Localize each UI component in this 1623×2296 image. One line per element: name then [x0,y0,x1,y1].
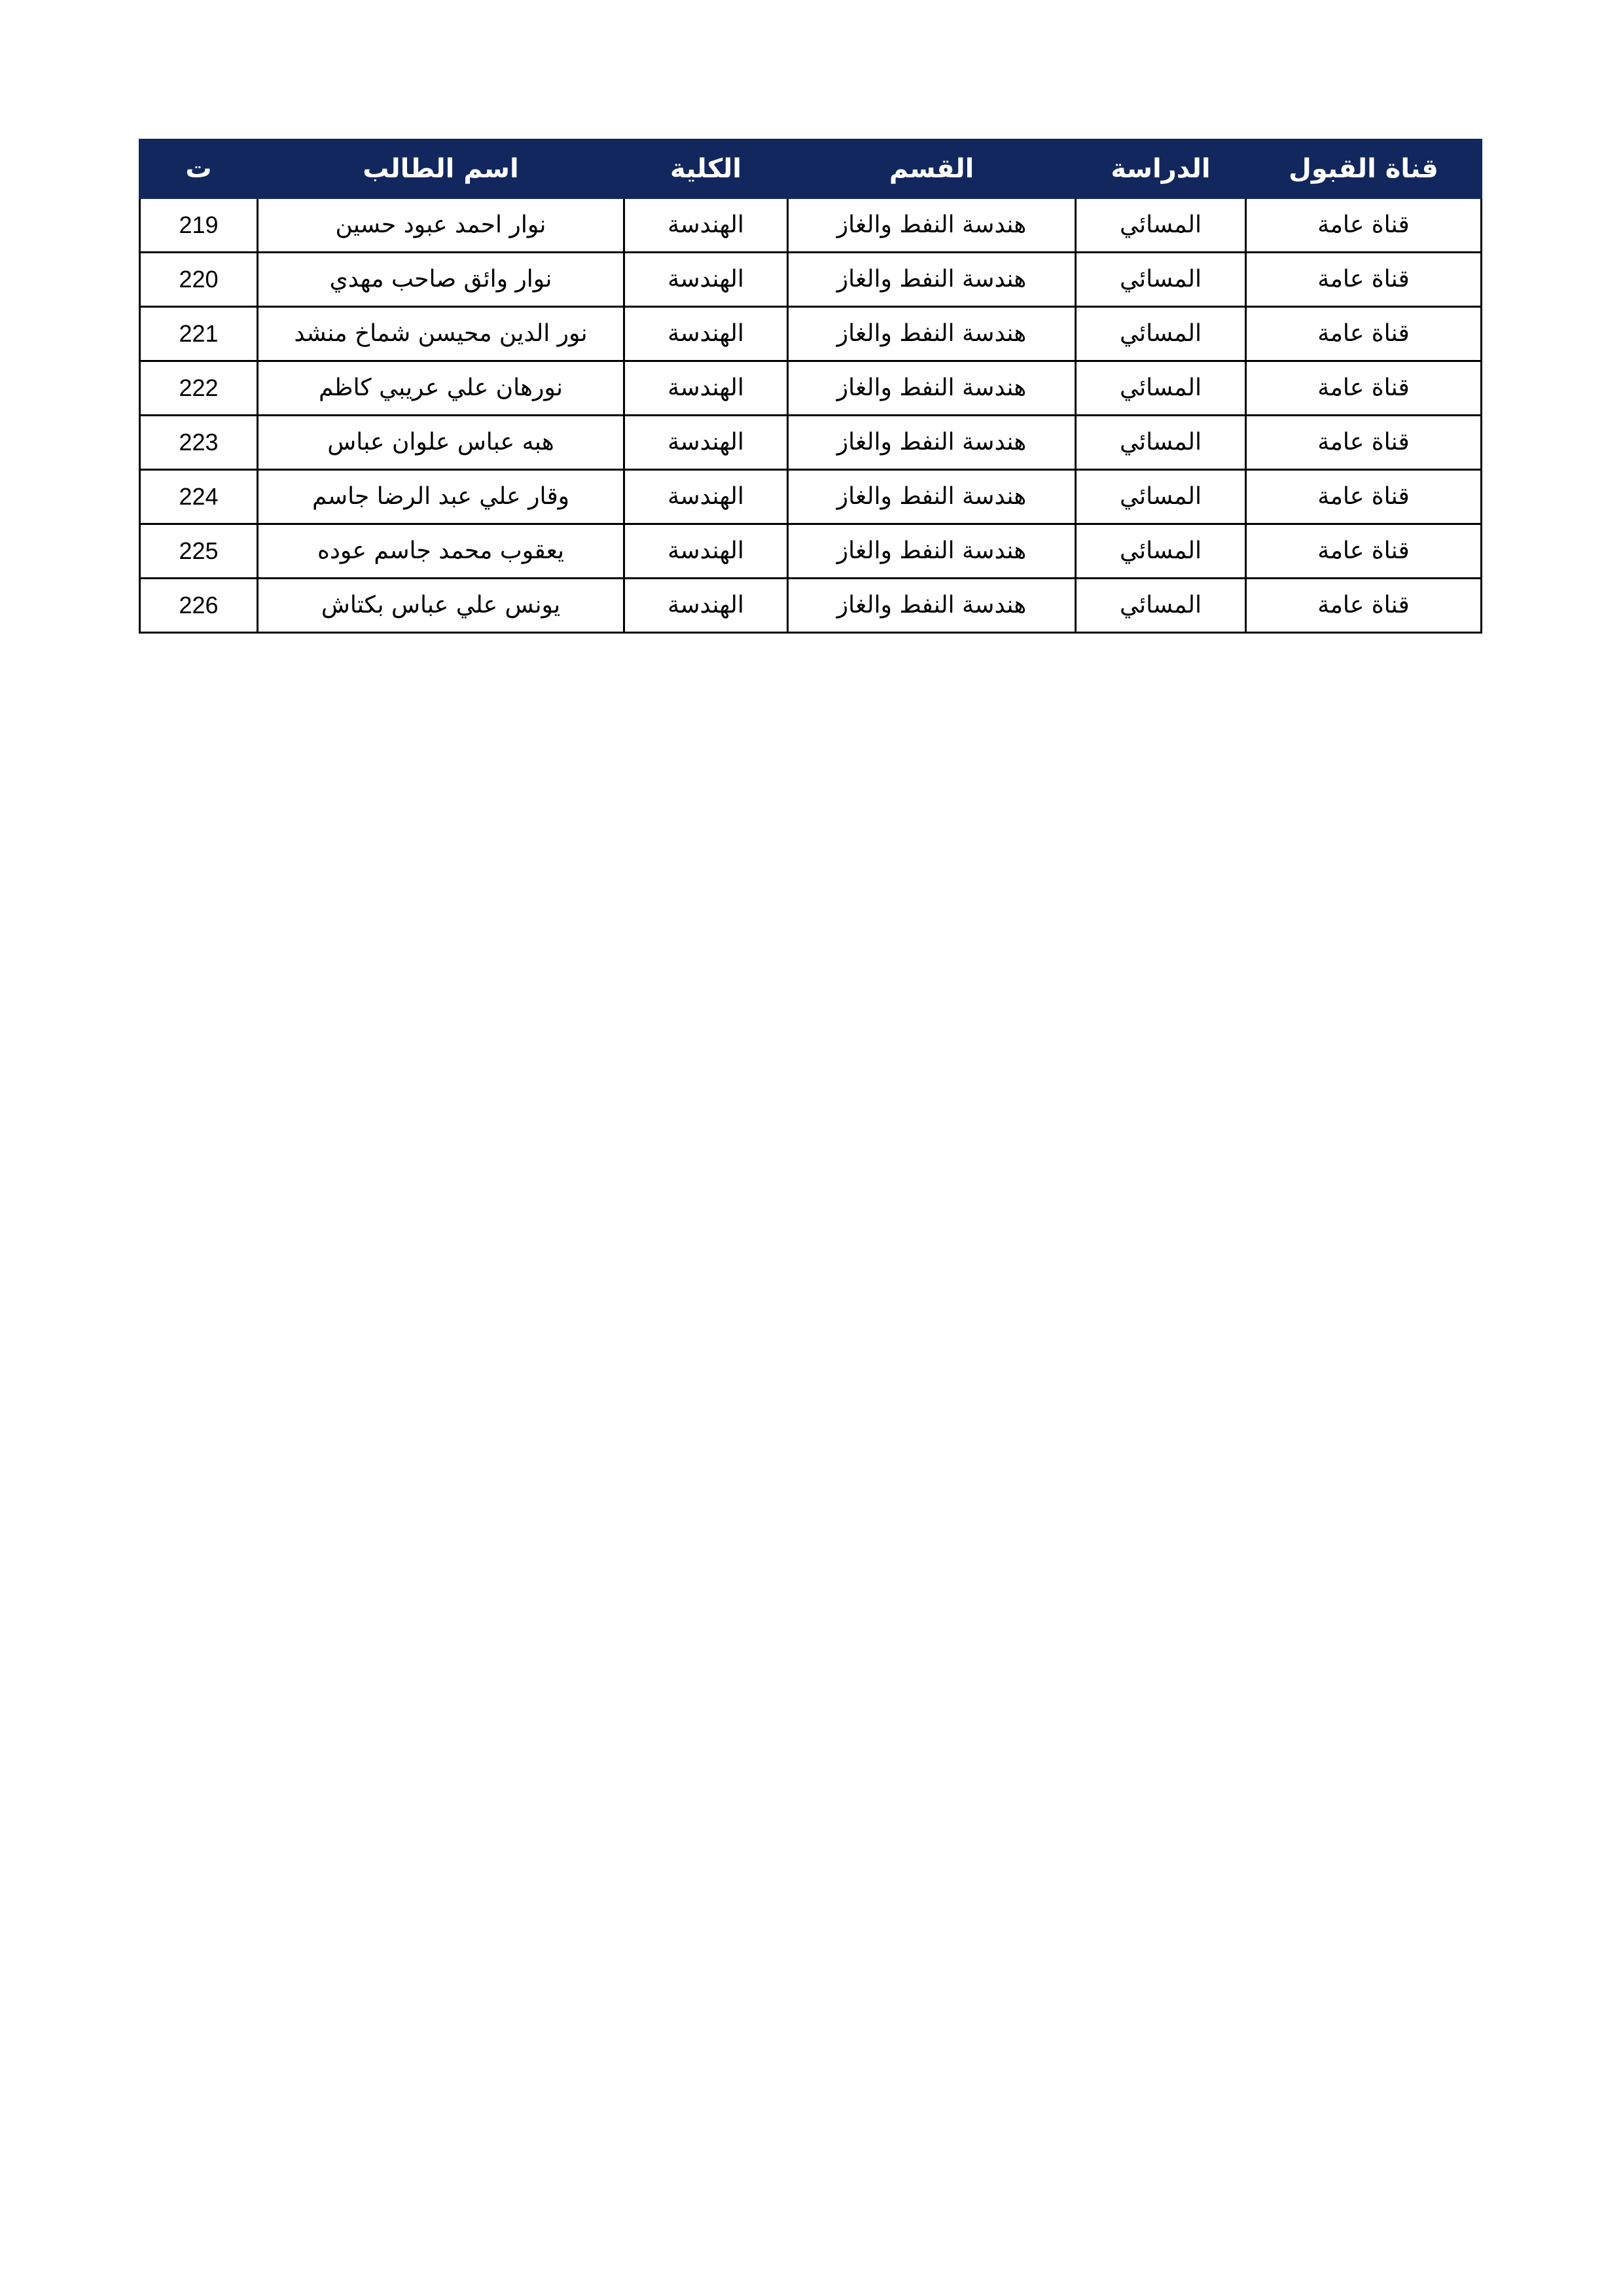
cell-index: 222 [140,361,258,416]
table-row [140,579,1482,633]
cell-index: 221 [140,307,258,361]
column-header-index: ت [140,140,258,198]
cell-study: المسائي [1076,361,1246,416]
column-header-student-name: اسم الطالب [258,140,624,198]
cell-department: هندسة النفط والغاز [788,416,1076,470]
cell-student-name: يونس علي عباس بكتاش [258,579,624,633]
cell-department: هندسة النفط والغاز [788,198,1076,253]
cell-department: هندسة النفط والغاز [788,361,1076,416]
table-body [140,198,1482,633]
cell-index: 225 [140,524,258,579]
cell-index: 224 [140,470,258,524]
table-header-row [140,140,1482,198]
cell-student-name: هبه عباس علوان عباس [258,416,624,470]
cell-study: المسائي [1076,198,1246,253]
cell-college: الهندسة [624,524,788,579]
cell-student-name: نورهان علي عريبي كاظم [258,361,624,416]
cell-study: المسائي [1076,470,1246,524]
cell-channel: قناة عامة [1246,361,1482,416]
cell-index: 226 [140,579,258,633]
cell-study: المسائي [1076,253,1246,307]
cell-channel: قناة عامة [1246,524,1482,579]
table-row [140,253,1482,307]
cell-study: المسائي [1076,524,1246,579]
cell-study: المسائي [1076,579,1246,633]
cell-channel: قناة عامة [1246,470,1482,524]
cell-department: هندسة النفط والغاز [788,579,1076,633]
table-header [140,140,1482,198]
cell-college: الهندسة [624,416,788,470]
cell-index: 219 [140,198,258,253]
cell-department: هندسة النفط والغاز [788,524,1076,579]
cell-college: الهندسة [624,579,788,633]
students-table [139,139,1482,634]
cell-college: الهندسة [624,307,788,361]
table-row [140,198,1482,253]
column-header-college: الكلية [624,140,788,198]
table-row [140,307,1482,361]
table-row [140,416,1482,470]
table-row [140,524,1482,579]
table-row [140,361,1482,416]
cell-department: هندسة النفط والغاز [788,470,1076,524]
column-header-study: الدراسة [1076,140,1246,198]
cell-student-name: نوار وائق صاحب مهدي [258,253,624,307]
cell-channel: قناة عامة [1246,198,1482,253]
cell-college: الهندسة [624,361,788,416]
cell-channel: قناة عامة [1246,416,1482,470]
cell-department: هندسة النفط والغاز [788,307,1076,361]
cell-student-name: وقار علي عبد الرضا جاسم [258,470,624,524]
students-table-container [141,139,1482,634]
cell-index: 220 [140,253,258,307]
column-header-department: القسم [788,140,1076,198]
column-header-channel: قناة القبول [1246,140,1482,198]
cell-college: الهندسة [624,253,788,307]
table-row [140,470,1482,524]
cell-student-name: نوار احمد عبود حسين [258,198,624,253]
cell-student-name: يعقوب محمد جاسم عوده [258,524,624,579]
cell-index: 223 [140,416,258,470]
cell-study: المسائي [1076,307,1246,361]
cell-department: هندسة النفط والغاز [788,253,1076,307]
cell-study: المسائي [1076,416,1246,470]
cell-college: الهندسة [624,198,788,253]
cell-channel: قناة عامة [1246,307,1482,361]
cell-college: الهندسة [624,470,788,524]
cell-student-name: نور الدين محيسن شماخ منشد [258,307,624,361]
cell-channel: قناة عامة [1246,253,1482,307]
cell-channel: قناة عامة [1246,579,1482,633]
